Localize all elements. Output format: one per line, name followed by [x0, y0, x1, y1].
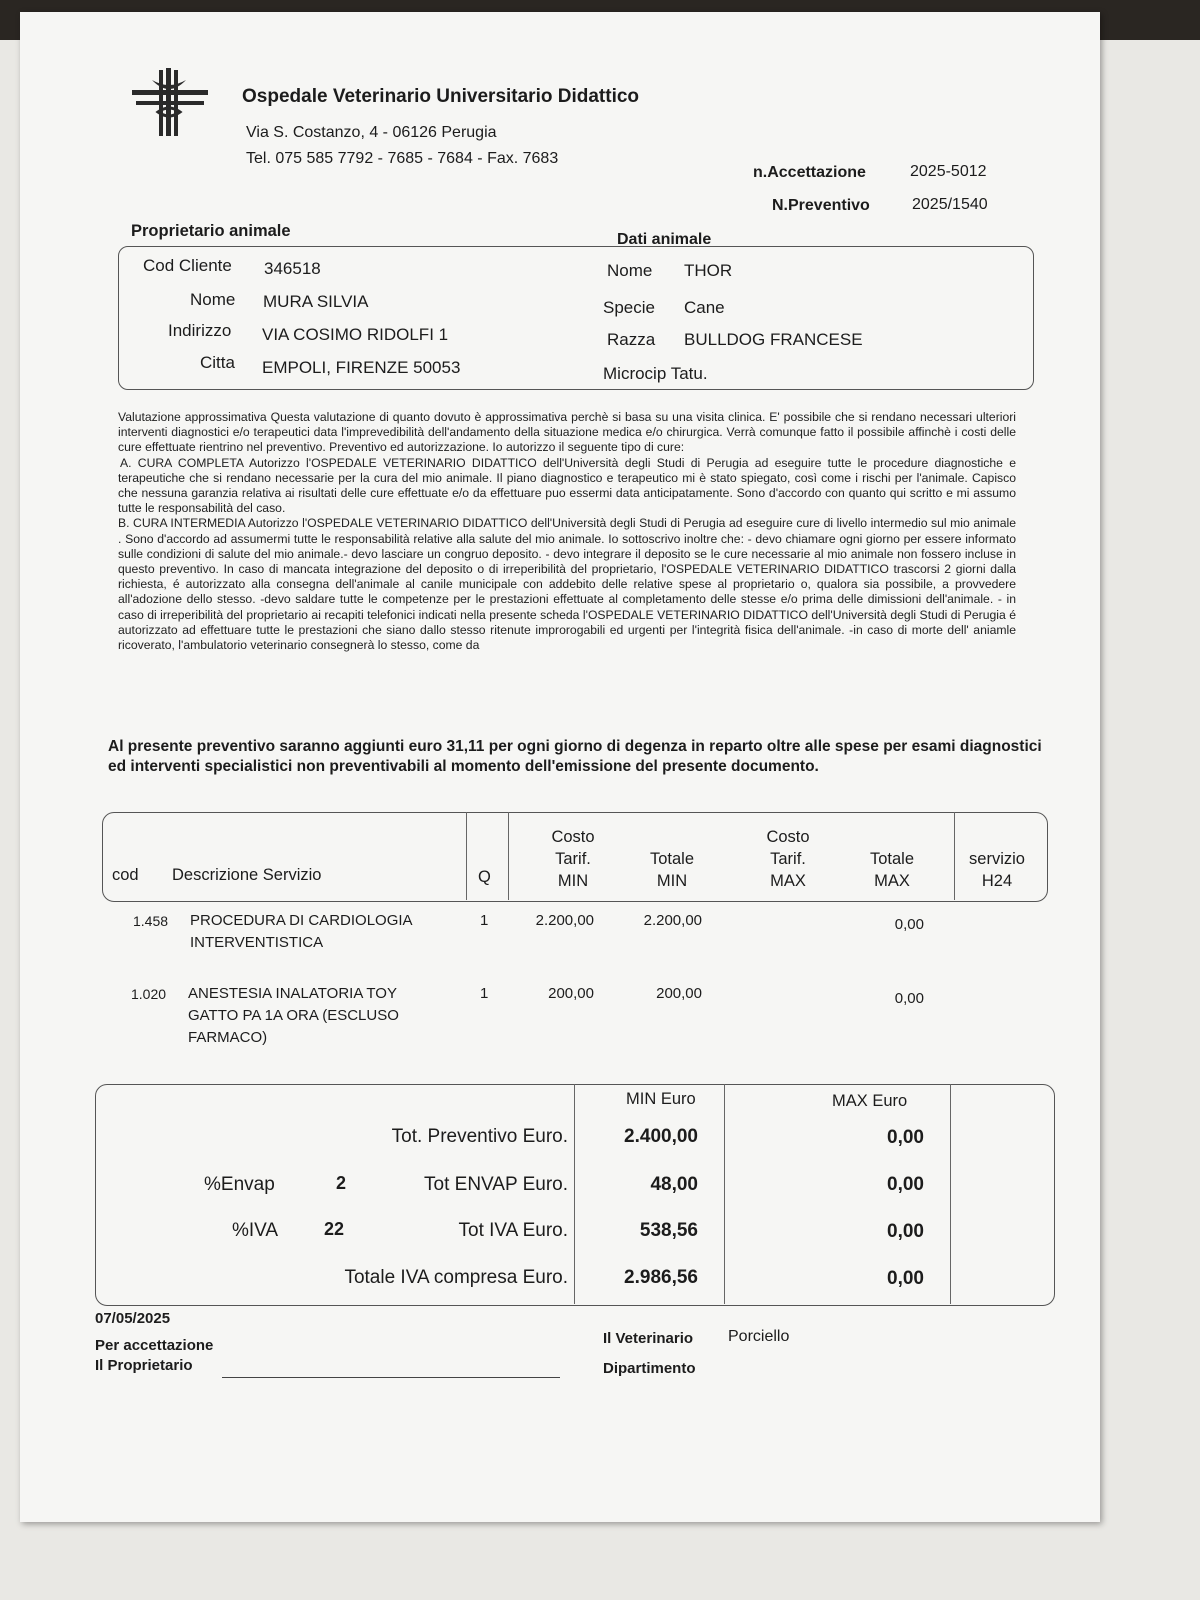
row-tot-min: 2.200,00 — [643, 912, 702, 929]
header-h24-line1: servizio — [969, 850, 1025, 868]
row-cod: 1.458 — [133, 913, 169, 929]
header-costo-max — [748, 826, 828, 892]
animal-name-value: THOR — [684, 261, 733, 280]
owner-signature-label: Il Proprietario — [95, 1357, 193, 1374]
header-costo-min-line2: Tarif. — [555, 850, 591, 868]
owner-animal-box — [118, 246, 1034, 390]
totals-min-header: MIN Euro — [626, 1090, 696, 1108]
vet-label: Il Veterinario — [603, 1330, 694, 1347]
hospital-phone: Tel. 075 585 7792 - 7685 - 7684 - Fax. 7683 — [246, 150, 559, 167]
owner-name-label: Nome — [190, 290, 236, 309]
total-envap-label: Tot ENVAP Euro. — [424, 1174, 568, 1195]
total-envap-max: 0,00 — [887, 1174, 924, 1195]
iva-pct-label: %IVA — [232, 1220, 279, 1241]
document-date: 07/05/2025 — [95, 1310, 171, 1327]
total-iva-max: 0,00 — [887, 1221, 924, 1242]
owner-name-value: MURA SILVIA — [263, 292, 369, 311]
header-tot-max — [852, 848, 932, 892]
terms-paragraph-a: A. CURA COMPLETA Autorizzo l'OSPEDALE VETERINARIO DIDATTICO dell'Università degli Studi di Perugia ad eseguire tutte le procedure diagnostiche e terapeutiche che si rendano necessarie per la cura del mio animale. Il piano diagnostico e terapeutico mi è stato spiegato, così come i rischi per l'animale. Capisco che nessuna garanzia relativa ai risultati delle cure effettuate e/o da effettuare puo essermi data anticipatamente. Sono d'accordo con quanto qui scritto e mi assumo tutte le responsabilità del caso. — [118, 455, 1016, 516]
owner-address-label: Indirizzo — [168, 321, 232, 340]
row-costo-min: 200,00 — [548, 985, 594, 1002]
animal-species-value: Cane — [684, 298, 725, 317]
header-tot-min-line1: Totale — [649, 850, 695, 868]
header-divider-1 — [466, 812, 467, 900]
header-cod: cod — [112, 866, 139, 884]
terms-text — [118, 410, 1016, 720]
row-desc-line1: PROCEDURA DI CARDIOLOGIA — [190, 912, 413, 929]
header-costo-max-line1: Costo — [766, 828, 810, 846]
row-tot-max: 0,00 — [894, 990, 924, 1007]
row-desc-line1: ANESTESIA INALATORIA TOY — [188, 985, 397, 1002]
acceptance-text: Per accettazione — [95, 1337, 214, 1354]
row-desc-line2: GATTO PA 1A ORA (ESCLUSO — [188, 1007, 399, 1024]
envap-pct-value: 2 — [336, 1173, 347, 1193]
header-desc: Descrizione Servizio — [172, 866, 322, 884]
iva-pct-value: 22 — [324, 1219, 345, 1239]
total-preventivo-max: 0,00 — [887, 1127, 924, 1148]
owner-signature-line — [222, 1377, 560, 1378]
header-h24 — [952, 848, 1042, 892]
row-desc — [188, 983, 399, 1049]
estimate-value: 2025/1540 — [912, 196, 988, 213]
owner-city-label: Citta — [200, 353, 235, 372]
department-label: Dipartimento — [603, 1360, 696, 1377]
row-tot-max: 0,00 — [894, 916, 924, 933]
terms-paragraph-b: B. CURA INTERMEDIA Autorizzo l'OSPEDALE VETERINARIO DIDATTICO dell'Università degli Studi di Perugia ad eseguire cure di livello intermedio sul mio animale . Sono d'accordo ad assumermi tutte le responsabilità relative alla salute del mio animale. Io sottoscrivo inoltre che: - devo chiamare ogni giorno per essere informato sulle condizioni di salute del mio animale.- devo lasciare un congruo deposito. - devo integrare il deposito se le cure necessarie al mio animale non fossero incluse in questo preventivo. In caso di mancata integrazione del deposito o di irreperibilità del proprietario, l'OSPEDALE VETERINARIO DIDATTICO trascorsi 2 giorni dalla richiesta, é autorizzato alla consegna dell'animale al canile municipale con addebito delle relative spese al proprietario o, qualora sia possibile, a provvedere all'adozione dello stesso. -devo saldare tutte le competenze per le prestazioni effettuate al completamento delle stesse e/o prima delle dimissioni dell'animale. - in caso di irreperibilità del proprietario ai recapiti telefonici indicati nella presente scheda l'OSPEDALE VETERINARIO DIDATTICO dell'Università degli Studi di Perugia é autorizzato ad effettuare tutte le prestazioni che siano dallo stesso ritenute improrogabili ed urgenti per l'integrità fisica dell'animale. -in caso di morte dell' aniamle ricoverato, l'ambulatorio veterinario consegnerà lo stesso, come da — [118, 516, 1016, 653]
header-q: Q — [478, 868, 491, 886]
row-costo-min: 2.200,00 — [535, 912, 594, 929]
header-costo-min-line1: Costo — [551, 828, 595, 846]
grand-total-max: 0,00 — [887, 1268, 924, 1289]
row-desc-line2: INTERVENTISTICA — [190, 934, 324, 951]
header-tot-max-line2: MAX — [874, 872, 910, 890]
totals-max-header: MAX Euro — [832, 1092, 908, 1110]
vet-name: Porciello — [728, 1328, 790, 1345]
animal-chip-label: Microcip Tatu. — [603, 364, 708, 383]
terms-paragraph-intro: Valutazione approssimativa Questa valutazione di quanto dovuto è approssimativa perchè si basa su una visita clinica. E' possibile che si rendano necessari ulteriori interventi diagnostici e/o terapeutici data l'imprevedibilità dell'andamento della situazione medica e/o chirurgica. Verrà comunque fatto il possibile affinchè i costi delle cure effettuate rientrino nel preventivo. Preventivo ed autorizzazione. Io autorizzo il seguente tipo di cure: — [118, 410, 1016, 455]
header-divider-2 — [508, 812, 509, 900]
row-q: 1 — [480, 985, 489, 1002]
animal-name-label: Nome — [607, 261, 653, 280]
estimate-label: N.Preventivo — [772, 197, 870, 214]
animal-breed-value: BULLDOG FRANCESE — [684, 330, 863, 349]
grand-total-min: 2.986,56 — [624, 1267, 698, 1288]
total-preventivo-min: 2.400,00 — [624, 1126, 698, 1147]
total-iva-min: 538,56 — [639, 1220, 698, 1241]
animal-species-label: Specie — [603, 298, 655, 317]
row-q: 1 — [480, 912, 489, 929]
row-cod: 1.020 — [131, 986, 167, 1002]
header-tot-min — [632, 848, 712, 892]
hospital-address: Via S. Costanzo, 4 - 06126 Perugia — [246, 124, 497, 141]
totals-divider-3 — [950, 1084, 951, 1304]
row-desc-line3: FARMACO) — [188, 1029, 268, 1046]
total-preventivo-label: Tot. Preventivo Euro. — [391, 1126, 568, 1147]
total-envap-min: 48,00 — [650, 1174, 698, 1195]
owner-address-value: VIA COSIMO RIDOLFI 1 — [262, 325, 449, 344]
caduceus-logo-icon — [132, 68, 208, 136]
header-tot-max-line1: Totale — [869, 850, 915, 868]
header-costo-min-line3: MIN — [557, 872, 589, 890]
row-desc — [190, 910, 413, 954]
row-tot-min: 200,00 — [656, 985, 702, 1002]
client-code-label: Cod Cliente — [143, 256, 232, 275]
hospital-name: Ospedale Veterinario Universitario Didattico — [242, 86, 640, 107]
animal-section-title: Dati animale — [617, 231, 712, 248]
totals-divider-1 — [574, 1084, 575, 1304]
envap-pct-label: %Envap — [204, 1174, 275, 1195]
acceptance-label: n.Accettazione — [753, 164, 866, 181]
owner-city-value: EMPOLI, FIRENZE 50053 — [262, 358, 461, 377]
owner-section-title: Proprietario animale — [131, 222, 291, 240]
acceptance-value: 2025-5012 — [910, 163, 987, 180]
header-costo-min — [533, 826, 613, 892]
client-code-value: 346518 — [264, 259, 321, 278]
animal-breed-label: Razza — [607, 330, 656, 349]
header-costo-max-line3: MAX — [770, 872, 806, 890]
header-tot-min-line2: MIN — [656, 872, 688, 890]
total-iva-label: Tot IVA Euro. — [458, 1220, 568, 1241]
header-h24-line2: H24 — [981, 872, 1013, 890]
grand-total-label: Totale IVA compresa Euro. — [344, 1267, 568, 1288]
totals-divider-2 — [724, 1084, 725, 1304]
degenza-notice: Al presente preventivo saranno aggiunti euro 31,11 per ogni giorno di degenza in reparto oltre alle spese per esami diagnostici ed interventi specialistici non preventivabili al momento dell'emissione del presente documento. — [108, 738, 1042, 775]
header-costo-max-line2: Tarif. — [770, 850, 806, 868]
